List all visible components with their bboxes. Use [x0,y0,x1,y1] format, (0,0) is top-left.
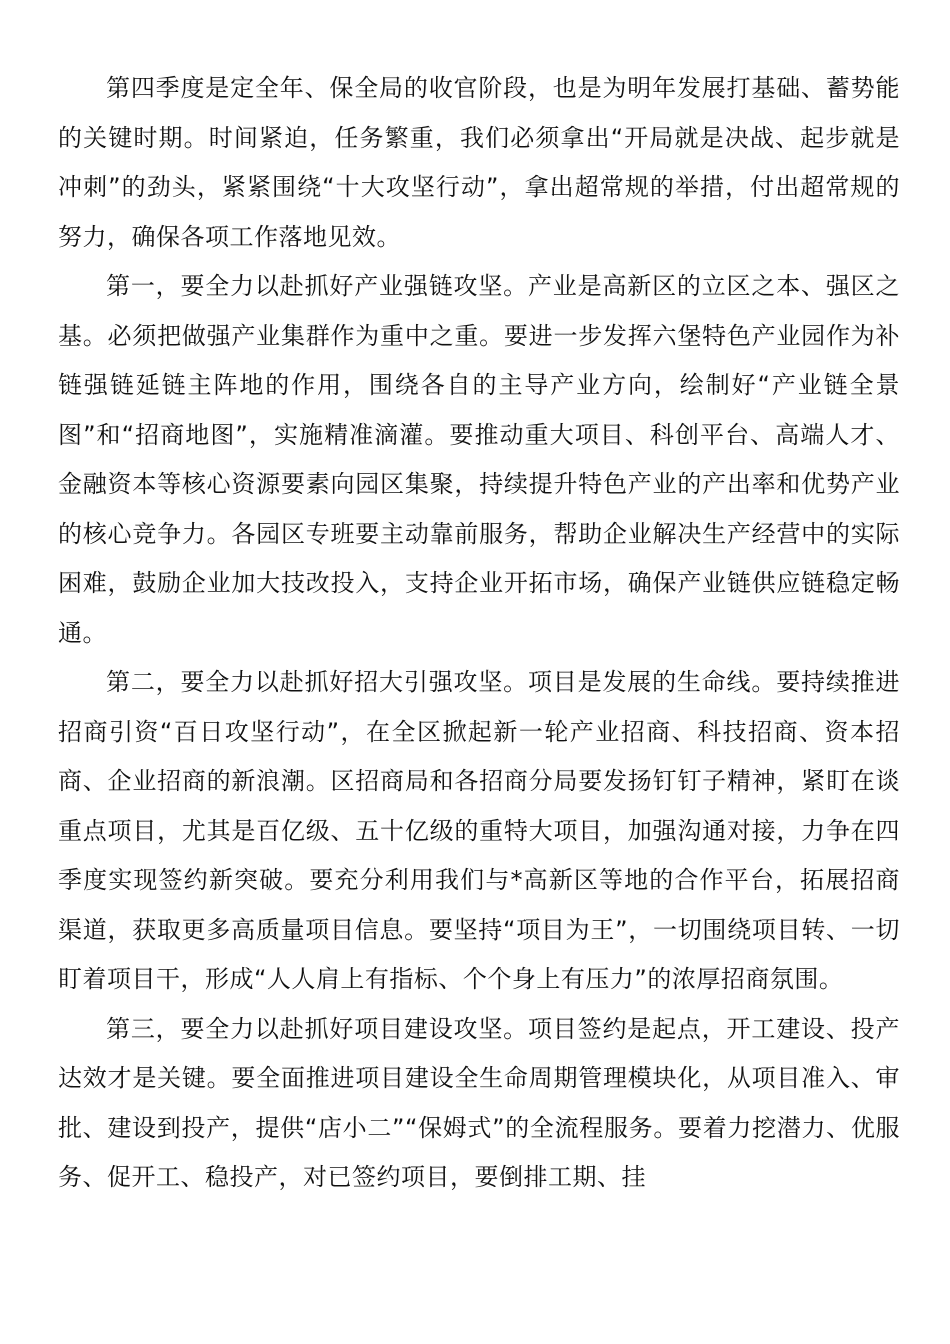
paragraph-investment-attraction: 第二，要全力以赴抓好招大引强攻坚。项目是发展的生命线。要持续推进招商引资“百日攻坚行动”，在全区掀起新一轮产业招商、科技招商、资本招商、企业招商的新浪潮。区招商局和各招商分局要发扬钉钉子精神，紧盯在谈重点项目，尤其是百亿级、五十亿级的重特大项目，加强沟通对接，力争在四季度实现签约新突破。要充分利用我们与*高新区等地的合作平台，拓展招商渠道，获取更多高质量项目信息。要坚持“项目为王”，一切围绕项目转、一切盯着项目干，形成“人人肩上有指标、个个身上有压力”的浓厚招商氛围。 [58,668,900,993]
document-body [58,64,900,1203]
paragraph-industry-chain: 第一，要全力以赴抓好产业强链攻坚。产业是高新区的立区之本、强区之基。必须把做强产业集群作为重中之重。要进一步发挥六堡特色产业园作为补链强链延链主阵地的作用，围绕各自的主导产业方向，绘制好“产业链全景图”和“招商地图”，实施精准滴灌。要推动重大项目、科创平台、高端人才、金融资本等核心资源要素向园区集聚，持续提升特色产业的产出率和优势产业的核心竞争力。各园区专班要主动靠前服务，帮助企业解决生产经营中的实际困难，鼓励企业加大技改投入，支持企业开拓市场，确保产业链供应链稳定畅通。 [58,272,900,647]
paragraph-project-construction: 第三，要全力以赴抓好项目建设攻坚。项目签约是起点，开工建设、投产达效才是关键。要全面推进项目建设全生命周期管理模块化，从项目准入、审批、建设到投产，提供“店小二”“保姆式”的全流程服务。要着力挖潜力、优服务、促开工、稳投产，对已签约项目，要倒排工期、挂 [58,1014,900,1191]
paragraph-intro: 第四季度是定全年、保全局的收官阶段，也是为明年发展打基础、蓄势能的关键时期。时间紧迫，任务繁重，我们必须拿出“开局就是决战、起步就是冲刺”的劲头，紧紧围绕“十大攻坚行动”，拿出超常规的举措，付出超常规的努力，确保各项工作落地见效。 [58,74,900,251]
